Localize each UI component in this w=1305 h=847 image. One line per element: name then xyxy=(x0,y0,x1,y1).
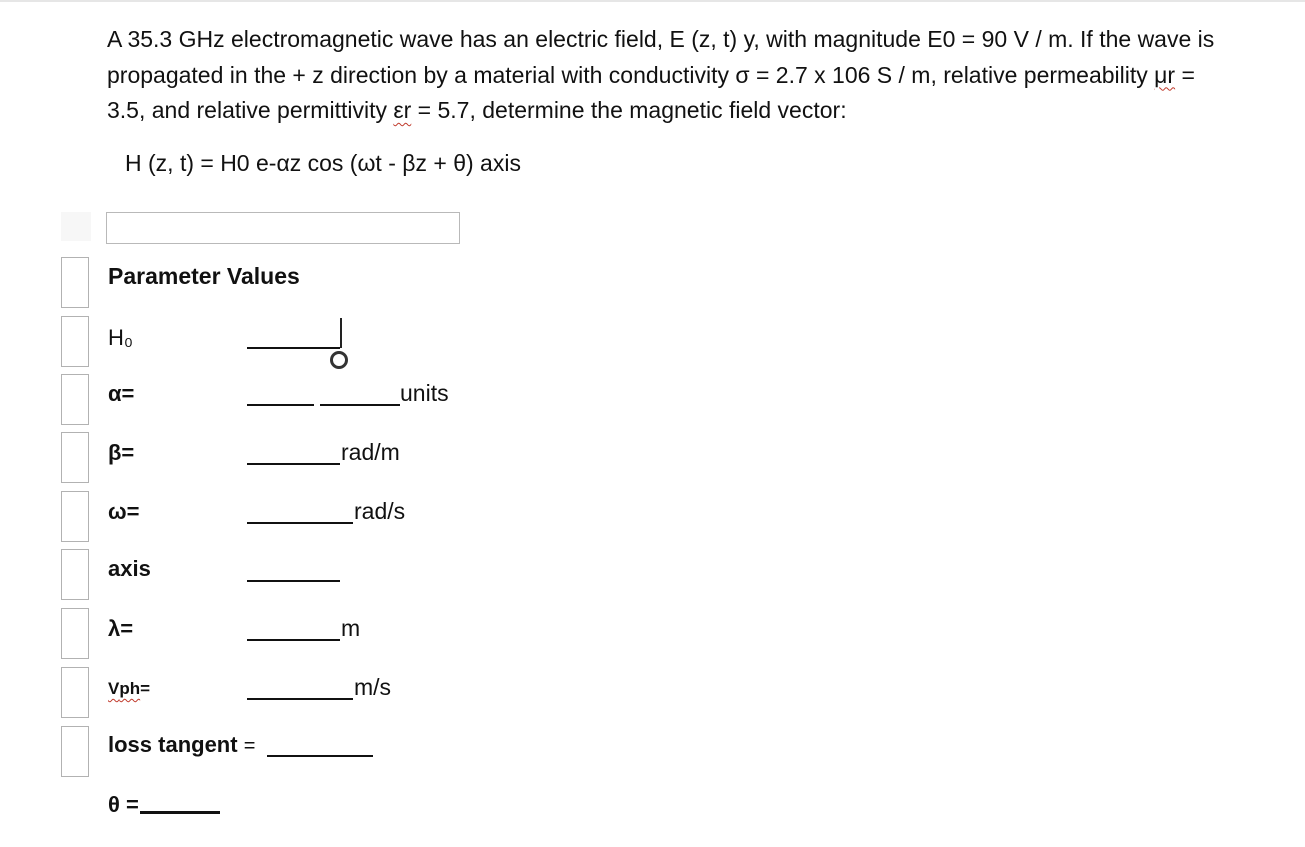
theta-label: θ = xyxy=(108,792,139,817)
axis-blank[interactable] xyxy=(247,580,340,582)
magnetic-field-formula: H (z, t) = H0 e-αz cos (ωt - βz + θ) axis xyxy=(125,150,521,176)
beta-blank[interactable] xyxy=(247,463,340,465)
beta-label: β= xyxy=(108,440,135,465)
drag-handle-circle[interactable] xyxy=(330,351,348,369)
row-handle-alpha[interactable] xyxy=(61,374,89,425)
alpha-blank-1[interactable] xyxy=(247,404,314,406)
vph-letter: V xyxy=(108,679,120,698)
h0-blank[interactable] xyxy=(247,347,340,349)
axis-label: axis xyxy=(108,556,151,581)
top-border xyxy=(0,0,1305,2)
text-cursor xyxy=(340,318,342,348)
vph-equals: = xyxy=(140,679,151,698)
answer-handle xyxy=(61,212,91,241)
answer-input[interactable] xyxy=(106,212,460,244)
vph-sub: ph xyxy=(119,679,141,698)
alpha-blank-2[interactable] xyxy=(320,404,400,406)
omega-blank[interactable] xyxy=(247,522,353,524)
omega-unit: rad/s xyxy=(354,498,406,524)
row-handle-vph[interactable] xyxy=(61,667,89,718)
theta-blank[interactable] xyxy=(140,811,220,814)
table-heading: Parameter Values xyxy=(108,263,300,289)
mu-r-symbol: μr xyxy=(1154,61,1176,88)
beta-unit: rad/m xyxy=(341,439,400,465)
h0-label: H₀ xyxy=(108,325,134,350)
lambda-label: λ= xyxy=(108,616,134,641)
problem-statement xyxy=(107,22,1217,129)
vph-label xyxy=(108,679,150,699)
row-handle-axis[interactable] xyxy=(61,549,89,600)
row-handle-lambda[interactable] xyxy=(61,608,89,659)
omega-label: ω= xyxy=(108,499,140,524)
problem-text-2: = 3.5, and relative permittivity xyxy=(107,61,1195,123)
lambda-unit: m xyxy=(341,615,361,641)
eps-r-symbol: εr xyxy=(393,97,412,123)
row-handle-beta[interactable] xyxy=(61,432,89,483)
row-handle-heading[interactable] xyxy=(61,257,89,308)
problem-text-1: A 35.3 GHz electromagnetic wave has an electric field, E (z, t) y, with magnitude E0 = 90 V / m. If the wave is propagated in the + z direction by a material with conductivity σ = 2.7 x 106 S / m, relative permeability xyxy=(107,26,1215,88)
vph-blank[interactable] xyxy=(247,698,353,700)
loss-tangent-text: loss tangent xyxy=(108,732,238,757)
row-handle-loss-tangent[interactable] xyxy=(61,726,89,777)
loss-tangent-label xyxy=(108,732,255,758)
loss-tangent-equals: = xyxy=(243,735,256,757)
alpha-unit: units xyxy=(400,380,449,406)
vph-unit: m/s xyxy=(354,674,392,700)
lambda-blank[interactable] xyxy=(247,639,340,641)
loss-tangent-blank[interactable] xyxy=(267,755,373,757)
row-handle-omega[interactable] xyxy=(61,491,89,542)
problem-text-3: = 5.7, determine the magnetic field vector: xyxy=(411,97,847,123)
alpha-label: α= xyxy=(108,381,135,406)
row-handle-h0[interactable] xyxy=(61,316,89,367)
